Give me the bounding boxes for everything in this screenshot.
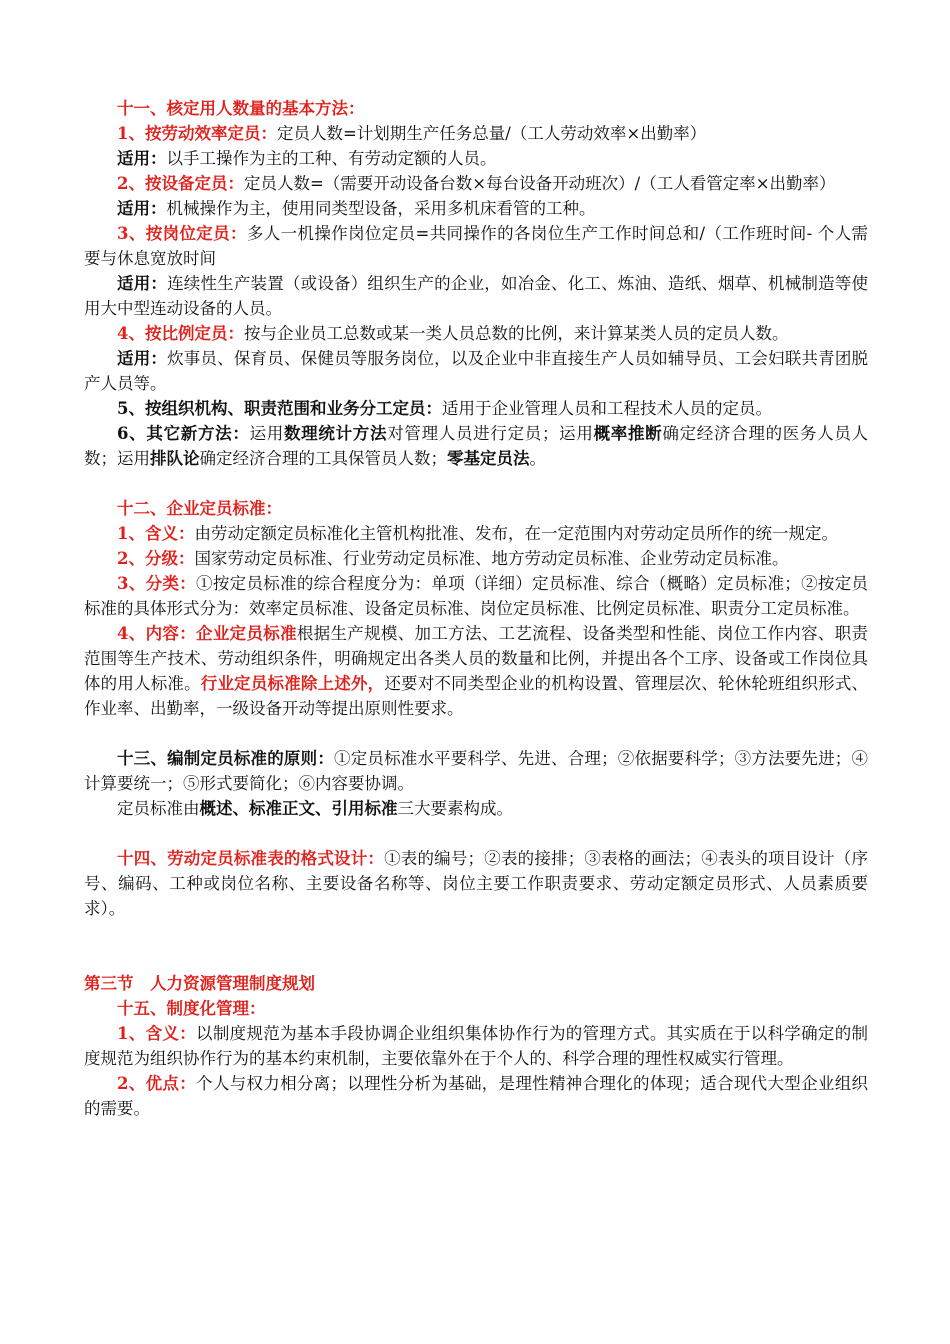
spacer — [84, 471, 868, 496]
method-2-text: 定员人数=（需要开动设备台数×每台设备开动班次）/（工人看管定率×出勤率） — [243, 174, 836, 193]
item-text: 由劳动定额定员标准化主管机构批准、发布，在一定范围内对劳动定员所作的统一规定。 — [194, 524, 838, 543]
apply-label: 适用： — [117, 349, 168, 368]
method-1-apply — [84, 146, 868, 171]
item-label: 2、优点： — [117, 1074, 197, 1093]
item-label: 3、分类： — [117, 574, 197, 593]
method-5-text: 适用于企业管理人员和工程技术人员的定员。 — [441, 399, 772, 418]
method-6-term: 零基定员法 — [447, 449, 530, 468]
spacer — [84, 721, 868, 746]
method-6-text: 对管理人员进行定员；运用 — [387, 424, 594, 443]
standard-content — [84, 621, 868, 721]
item-text: 还要对不同类型企业的机构设置、管理层次、轮休轮班组织形式、作业率、出勤率，一级设备开动等提出原则性要求。 — [84, 674, 869, 718]
method-3-text: 多人一机操作岗位定员=共同操作的各岗位生产工作时间总和/（工作班时间- 个人需要与休息宽放时间 — [84, 224, 868, 268]
method-6-term: 概率推断 — [593, 424, 663, 443]
highlight-term: 行业定员标准除上述外， — [200, 674, 385, 693]
method-6-paragraph — [84, 421, 868, 471]
method-5-label: 5、按组织机构、职责范围和业务分工定员： — [117, 399, 442, 418]
apply-text: 机械操作为主，使用同类型设备，采用多机床看管的工种。 — [166, 199, 596, 218]
item-text: ①按定员标准的综合程度分为：单项（详细）定员标准、综合（概略）定员标准；②按定员标准的具体形式分为：效率定员标准、设备定员标准、岗位定员标准、比例定员标准、职责分工定员标准。 — [84, 574, 869, 618]
section-11-block — [84, 96, 868, 121]
item-label: 1、含义： — [117, 524, 195, 543]
section-15-title: 十五、制度化管理： — [117, 999, 266, 1018]
section-13-paragraph — [84, 746, 868, 796]
section-12-title: 十二、企业定员标准： — [117, 499, 282, 518]
chapter-heading-block — [84, 971, 868, 996]
method-4-paragraph — [84, 321, 868, 346]
item-text: 个人与权力相分离；以理性分析为基础，是理性精神合理化的体现；适合现代大型企业组织的需要。 — [84, 1074, 869, 1118]
chapter-heading: 第三节 人力资源管理制度规划 — [84, 974, 315, 993]
method-6-text: 运用 — [249, 424, 284, 443]
method-1-paragraph — [84, 121, 868, 146]
item-text: 以制度规范为基本手段协调企业组织集体协作行为的管理方式。其实质在于以科学确定的制度规范为组织协作行为的基本约束机制，主要依靠外在于个人的、科学合理的理性权威实行管理。 — [84, 1024, 869, 1068]
document-page — [84, 96, 868, 1121]
method-1-label: 1、按劳动效率定员： — [117, 124, 277, 143]
item-label: 2、分级： — [117, 549, 195, 568]
apply-text: 连续性生产装置（或设备）组织生产的企业，如冶金、化工、炼油、造纸、烟草、机械制造等使用大中型连动设备的人员。 — [84, 274, 869, 318]
standard-levels — [84, 546, 868, 571]
section-11-title: 十一、核定用人数量的基本方法： — [117, 99, 365, 118]
institutional-advantages — [84, 1071, 868, 1121]
method-4-label: 4、按比例定员： — [117, 324, 244, 343]
section-14-paragraph — [84, 846, 868, 921]
section-13-title: 十三、编制定员标准的原则： — [117, 749, 335, 768]
spacer — [84, 821, 868, 846]
method-6-text: 确定经济合理的医务人员人数；运用 — [84, 424, 869, 468]
method-6-term: 数理统计方法 — [283, 424, 388, 443]
item-label: 4、内容： — [117, 624, 197, 643]
method-2-apply — [84, 196, 868, 221]
highlight-term: 概述、标准正文、引用标准 — [199, 799, 398, 818]
spacer — [84, 921, 868, 971]
method-6-label: 6、其它新方法： — [117, 424, 250, 443]
item-text: 根据生产规模、加工方法、工艺流程、设备类型和性能、岗位工作内容、职责范围等生产技术、劳动组织条件，明确规定出各类人员的数量和比例，并提出各个工序、设备或工作岗位具体的用人标准。 — [84, 624, 869, 693]
apply-text: 炊事员、保育员、保健员等服务岗位，以及企业中非直接生产人员如辅导员、工会妇联共青团脱产人员等。 — [84, 349, 869, 393]
method-2-paragraph — [84, 171, 868, 196]
item-text: 国家劳动定员标准、行业劳动定员标准、地方劳动定员标准、企业劳动定员标准。 — [194, 549, 789, 568]
method-6-text: 。 — [529, 449, 546, 468]
standard-definition — [84, 521, 868, 546]
section-13-elements — [84, 796, 868, 821]
method-3-label: 3、按岗位定员： — [117, 224, 247, 243]
apply-label: 适用： — [117, 199, 167, 218]
section-14-title: 十四、劳动定员标准表的格式设计： — [117, 849, 385, 868]
method-4-apply — [84, 346, 868, 396]
section-13-text: ①定员标准水平要科学、先进、合理；②依据要科学；③方法要先进；④计算要统一；⑤形式要简化；⑥内容要协调。 — [84, 749, 869, 793]
method-2-label: 2、按设备定员： — [117, 174, 244, 193]
method-1-text: 定员人数=计划期生产任务总量/（工人劳动效率×出勤率） — [276, 124, 707, 143]
institutional-definition — [84, 1021, 868, 1071]
method-6-term: 排队论 — [150, 449, 200, 468]
apply-label: 适用： — [117, 149, 167, 168]
item-label: 1、含义： — [117, 1024, 197, 1043]
standard-categories — [84, 571, 868, 621]
item-text: 三大要素构成。 — [397, 799, 513, 818]
method-6-text: 确定经济合理的工具保管员人数； — [199, 449, 447, 468]
apply-label: 适用： — [117, 274, 168, 293]
method-5-paragraph — [84, 396, 868, 421]
highlight-term: 企业定员标准 — [196, 624, 297, 643]
method-4-text: 按与企业员工总数或某一类人员总数的比例，来计算某类人员的定员人数。 — [243, 324, 789, 343]
method-3-apply — [84, 271, 868, 321]
apply-text: 以手工操作为主的工种、有劳动定额的人员。 — [166, 149, 497, 168]
section-12-block — [84, 496, 868, 521]
section-14-text: ①表的编号；②表的接排；③表格的画法；④表头的项目设计（序号、编码、工种或岗位名称、主要设备名称等、岗位主要工作职责要求、劳动定额定员形式、人员素质要求）。 — [84, 849, 869, 918]
method-3-paragraph — [84, 221, 868, 271]
section-15-block — [84, 996, 868, 1021]
item-text: 定员标准由 — [117, 799, 200, 818]
